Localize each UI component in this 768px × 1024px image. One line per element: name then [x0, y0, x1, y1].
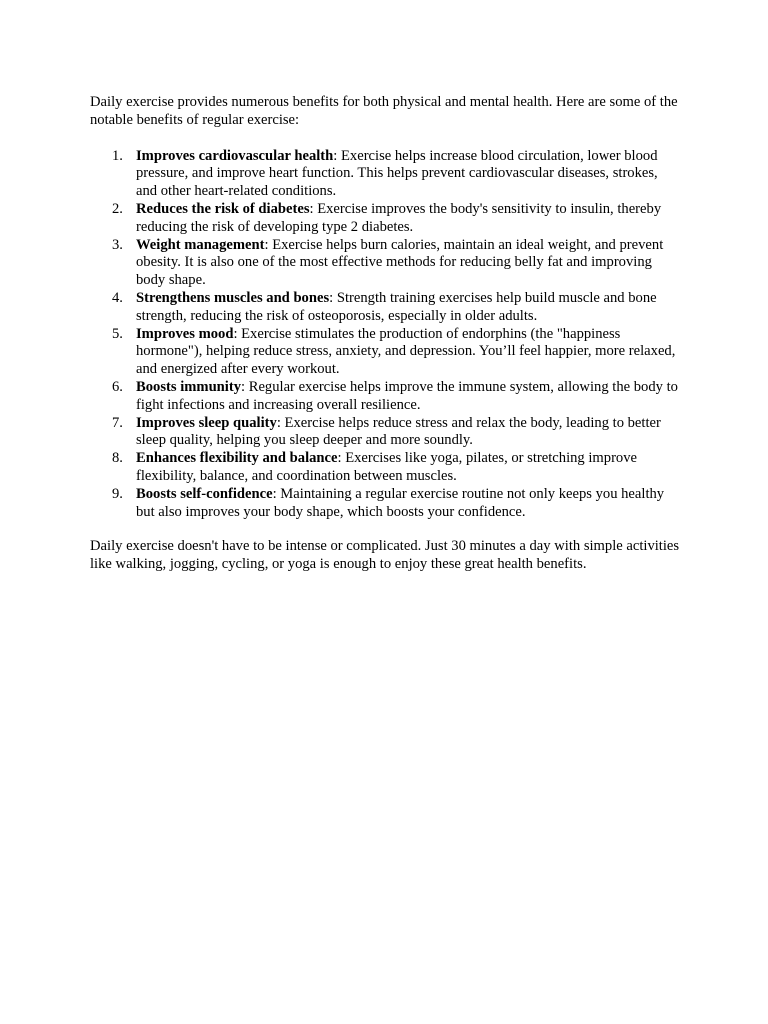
list-item-number: 4.	[112, 289, 123, 306]
list-item-description: : Exercises like yoga, pilates, or stretching improve flexibility, balance, and coordination between muscles.	[136, 450, 638, 484]
list-item-number: 1.	[112, 147, 123, 164]
list-item-term: Strengthens muscles and bones	[136, 289, 330, 306]
list-item	[90, 450, 680, 486]
benefits-list	[90, 148, 680, 522]
list-item-number: 6.	[112, 378, 123, 395]
list-item-description: : Strength training exercises help build muscle and bone strength, reducing the risk of osteoporosis, especially in older adults.	[136, 289, 657, 324]
list-item	[90, 237, 680, 290]
list-item	[90, 290, 680, 326]
list-item-term: Reduces the risk of diabetes	[136, 200, 310, 217]
list-item-description: : Exercise helps burn calories, maintain an ideal weight, and prevent obesity. It is also one of the most effective methods for reducing belly fat and improving body shape.	[136, 236, 664, 289]
list-item-number: 8.	[112, 450, 123, 467]
list-item	[90, 486, 680, 522]
list-item-description: : Exercise helps reduce stress and relax the body, leading to better sleep quality, helping you sleep deeper and more soundly.	[136, 414, 661, 449]
intro-paragraph: Daily exercise provides numerous benefits for both physical and mental health. Here are some of the notable benefits of regular exercise:	[90, 94, 678, 128]
list-item	[90, 379, 680, 415]
list-item-term: Enhances flexibility and balance	[136, 450, 338, 467]
list-item-number: 2.	[112, 200, 123, 217]
list-item	[90, 148, 680, 201]
list-item-number: 5.	[112, 325, 123, 342]
list-item-description: : Exercise stimulates the production of endorphins (the "happiness hormone"), helping reduce stress, anxiety, and depression. You’ll feel happier, more relaxed, and energized after every workout.	[136, 325, 676, 378]
list-item-description: : Exercise helps increase blood circulation, lower blood pressure, and improve heart function. This helps prevent cardiovascular diseases, strokes, and other heart-related conditions.	[136, 147, 658, 200]
closing-paragraph: Daily exercise doesn't have to be intense or complicated. Just 30 minutes a day with simple activities like walking, jogging, cycling, or yoga is enough to enjoy these great health benefits.	[90, 538, 680, 573]
list-item-description: : Regular exercise helps improve the immune system, allowing the body to fight infections and increasing overall resilience.	[136, 378, 678, 413]
list-item-term: Improves cardiovascular health	[136, 147, 334, 164]
list-item	[90, 326, 680, 379]
document-page	[90, 94, 680, 574]
list-item-term: Improves mood	[136, 325, 234, 342]
list-item-number: 7.	[112, 414, 123, 431]
list-item-term: Boosts self-confidence	[136, 485, 273, 502]
list-item-term: Boosts immunity	[136, 378, 242, 395]
list-item-description: : Exercise improves the body's sensitivity to insulin, thereby reducing the risk of developing type 2 diabetes.	[136, 200, 662, 235]
list-item-term: Weight management	[136, 236, 265, 253]
list-item-number: 3.	[112, 236, 123, 253]
list-item-term: Improves sleep quality	[136, 414, 277, 431]
list-item	[90, 201, 680, 237]
list-item	[90, 415, 680, 451]
list-item-description: : Maintaining a regular exercise routine not only keeps you healthy but also improves your body shape, which boosts your confidence.	[136, 485, 665, 520]
list-item-number: 9.	[112, 485, 123, 502]
